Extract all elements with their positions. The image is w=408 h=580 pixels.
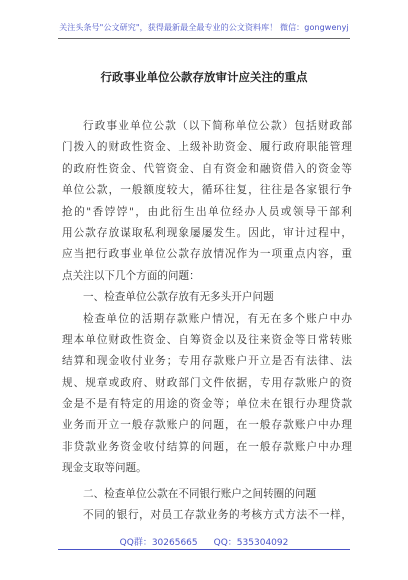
header-divider <box>58 38 350 39</box>
body-line: 理本单位财政性资金、自筹资金以及往来资金等日常转账 <box>62 333 352 346</box>
body-line: 行政事业单位公款（以下简称单位公款）包括财政部 <box>83 120 352 132</box>
body-line: 应当把行政事业单位公款存放情况作为一项重点内容，重 <box>62 248 352 261</box>
body-line: 业务而开立一般存款账户的问题，在一般存款账户中办理 <box>62 419 352 432</box>
body-line: 的政府性资金、代管资金、自有资金和融资借入的资金等 <box>62 162 352 175</box>
body-line: 规、规章或政府、财政部门文件依据，专用存款账户的资 <box>62 376 352 389</box>
body-line: 点关注以下几个方面的问题： <box>62 269 200 282</box>
document-body <box>62 116 352 526</box>
footer-divider <box>58 549 350 550</box>
header-promo: 关注头条号"公文研究"，获得最新最全最专业的公文资料库！ 微信：gongwenyj <box>59 23 349 32</box>
footer-contact <box>0 535 408 548</box>
footer-qq: QQ：535304092 <box>213 538 289 548</box>
section-heading-1: 一、检查单位公款存放有无多头开户问题 <box>83 291 274 304</box>
body-line: 用公款存放谋取私利现象屡屡发生。因此，审计过程中， <box>62 226 352 239</box>
body-line: 不同的银行，对员工存款业务的考核方式方法不一样， <box>83 509 352 522</box>
document-title: 行政事业单位公款存放审计应关注的重点 <box>100 70 308 84</box>
body-line: 检查单位的活期存款账户情况，有无在多个账户中办 <box>83 312 352 325</box>
section-heading-2: 二、检查单位公款在不同银行账户之间转圈的问题 <box>83 487 317 500</box>
body-line: 现金支取等问题。 <box>62 462 147 475</box>
body-line: 非贷款业务资金收付结算的问题，在一般存款账户中办理 <box>62 440 352 453</box>
footer-qq-group: QQ群：30265665 <box>119 538 198 548</box>
body-line: 抢的"香饽饽"，由此衍生出单位经办人员或领导干部利 <box>62 205 352 218</box>
body-line: 门拨入的财政性资金、上级补助资金、履行政府职能管理 <box>62 141 352 154</box>
body-line: 单位公款，一般额度较大，循环往复，往往是各家银行争 <box>62 184 352 197</box>
body-line: 金是不是有特定的用途的资金等；单位未在银行办理贷款 <box>62 398 352 411</box>
body-line: 结算和现金收付业务；专用存款账户开立是否有法律、法 <box>62 355 352 368</box>
